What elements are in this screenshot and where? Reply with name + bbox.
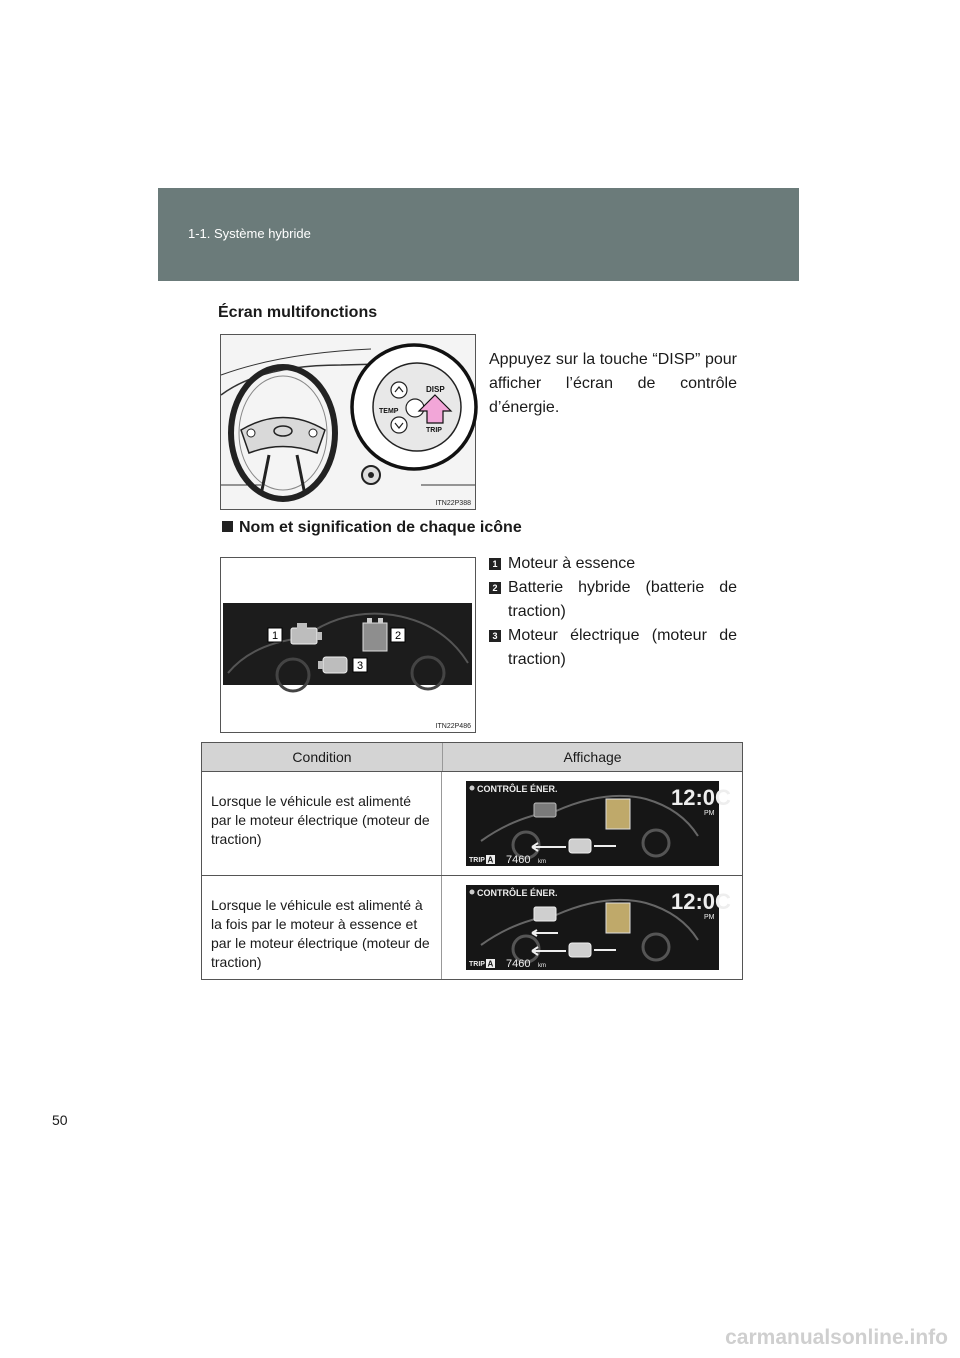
intro-paragraph: Appuyez sur la touche “DISP” pour afficher l’écran de contrôle d’énergie. <box>489 351 737 416</box>
header-band <box>158 188 799 281</box>
display-cell <box>442 772 742 875</box>
energy-monitor-screen <box>466 781 731 866</box>
energy-monitor-hybrid-illustration <box>466 885 731 970</box>
odometer-unit: km <box>538 859 546 865</box>
section-title: Écran multifonctions <box>218 304 378 321</box>
trip-mode: A <box>487 855 494 865</box>
display-cell <box>442 876 742 979</box>
legend-item <box>489 576 737 624</box>
page-number: 50 <box>52 1112 68 1128</box>
steering-wheel-figure <box>220 334 476 510</box>
odometer: 7460 <box>506 854 531 866</box>
motor-icon <box>569 943 591 957</box>
flow-arrow-icon <box>532 947 566 955</box>
subheading <box>222 519 522 537</box>
clock: 12:0C <box>671 889 731 914</box>
clock: 12:0C <box>671 785 731 810</box>
trip-mode: A <box>487 959 494 969</box>
temp-label: TEMP <box>379 408 399 415</box>
legend-item <box>489 624 737 672</box>
battery-icon <box>606 799 630 829</box>
subheading-text: Nom et signification de chaque icône <box>239 519 522 536</box>
flow-arrow-icon <box>532 930 558 936</box>
battery-icon <box>363 623 387 651</box>
figure-code: ITN22P388 <box>435 500 471 507</box>
number-badge-icon: 3 <box>489 630 501 642</box>
callout-3: 3 <box>356 660 364 672</box>
trip-label: TRIP <box>426 427 442 434</box>
figure-code: ITN22P486 <box>435 723 471 730</box>
disp-label: DISP <box>426 385 445 394</box>
column-header-display: Affichage <box>563 749 622 765</box>
screen-title: CONTRÔLE ÉNER. <box>477 888 558 898</box>
flow-arrow-icon <box>532 843 566 851</box>
energy-monitor-screen <box>466 885 731 970</box>
table-row <box>202 772 742 876</box>
legend-text: Moteur électrique (moteur de traction) <box>508 627 737 668</box>
steering-wheel-illustration <box>221 335 475 509</box>
screen-title: CONTRÔLE ÉNER. <box>477 784 558 794</box>
engine-icon <box>534 907 556 921</box>
motor-icon <box>323 657 347 673</box>
am-pm: PM <box>704 914 715 921</box>
odometer-unit: km <box>538 963 546 969</box>
condition-table <box>201 742 743 980</box>
number-badge-icon: 2 <box>489 582 501 594</box>
callout-2: 2 <box>394 630 402 642</box>
engine-icon <box>291 628 317 644</box>
energy-icons-figure <box>220 557 476 733</box>
square-bullet-icon <box>222 521 233 532</box>
condition-cell: Lorsque le véhicule est alimenté par le moteur électrique (moteur de traction) <box>202 772 442 875</box>
icon-legend <box>489 552 737 672</box>
trip-label: TRIP <box>469 961 485 968</box>
legend-text: Moteur à essence <box>508 555 636 572</box>
column-header-condition: Condition <box>202 743 443 771</box>
energy-icons-illustration <box>223 603 472 685</box>
battery-icon <box>606 903 630 933</box>
callout-1: 1 <box>271 630 279 642</box>
energy-monitor-ev-illustration <box>466 781 731 866</box>
motor-icon <box>569 839 591 853</box>
table-header <box>202 743 742 772</box>
watermark: carmanualsonline.info <box>725 1326 948 1349</box>
trip-label: TRIP <box>469 857 485 864</box>
legend-text: Batterie hybride (batterie de traction) <box>508 579 737 620</box>
table-row <box>202 876 742 979</box>
condition-cell: Lorsque le véhicule est alimenté à la fois par le moteur à essence et par le moteur électrique (moteur de traction) <box>202 876 442 979</box>
number-badge-icon: 1 <box>489 558 501 570</box>
engine-icon <box>534 803 556 817</box>
am-pm: PM <box>704 810 715 817</box>
section-label: 1-1. Système hybride <box>188 226 311 241</box>
odometer: 7460 <box>506 958 531 970</box>
legend-item <box>489 552 737 576</box>
energy-monitor-panel <box>223 603 472 685</box>
